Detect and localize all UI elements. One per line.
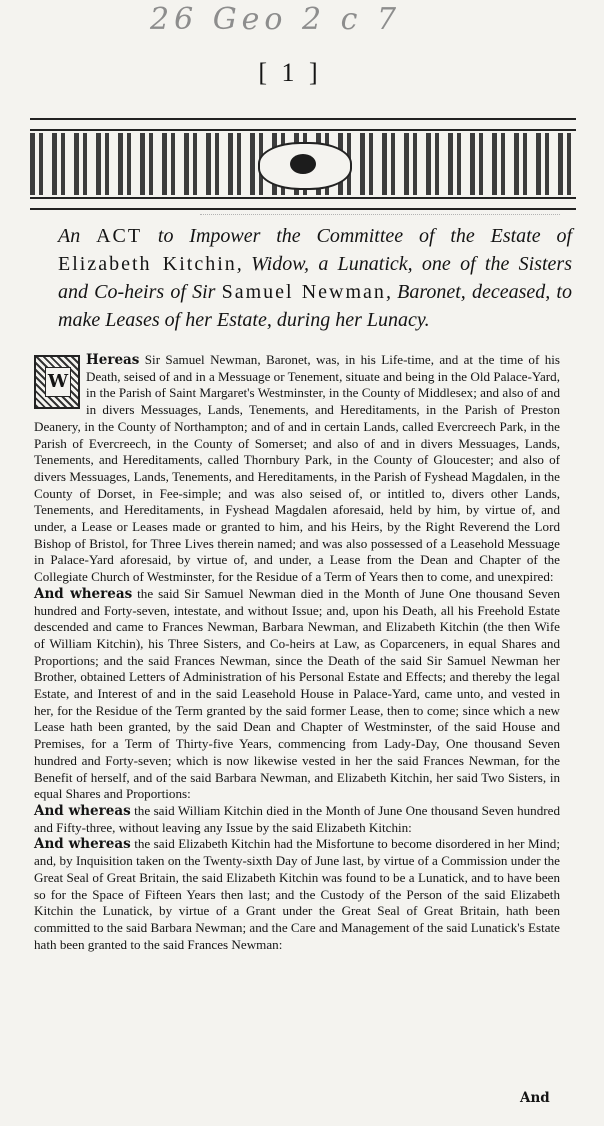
faint-rule (200, 214, 560, 219)
paragraph-3 (34, 803, 560, 836)
paragraph-text: the said Elizabeth Kitchin had the Misfortune to become disordered in her Mind; and, by Inquisition taken on the Twenty-sixth Day of June last, by virtue of a Commission under the Great Seal of Great Britain, the said Elizabeth Kitchin was found to be a Lunatick, and to have been so for the Space of Fifteen Years then last; and the Custody of the Person of the said Elizabeth Kitchin the Lunatick, by virtue of a Grant under the Great Seal of Great Britain, hath been committed to the said Barbara Newman; and the Care and Management of the said Lunatick's Estate hath been granted to the said Frances Newman: (34, 836, 560, 952)
paragraph-text: the said Sir Samuel Newman died in the Month of June One thousand Seven hundred and Forty-seven, intestate, and without Issue; and, upon his Death, all his Freehold Estate descended and came to Frances Newman, Barbara Newman, and Elizabeth Kitchin (the then Wife of William Kitchin), his Three Sisters, and Co-heirs at Law, as Coparceners, in equal Shares and Proportions; and the said Frances Newman, since the Death of the said Sir Samuel Newman her Brother, obtained Letters of Administration of his Personal Estate and Effects; and thereby the legal Estate, and Interest of and in the said Leasehold House in Palace-Yard, came unto, and vested in her, for the Residue of the Term granted by the said former Lease, then to come; since which a new Lease hath been granted, by the said Dean and Chapter of Westminster, of the said House and Premises, for a Term of Thirty-five Years, commencing from Lady-Day, One thousand Seven hundred and Forty-seven; which is now likewise vested in her the said Frances Newman, for the Benefit of herself, and of the said Barbara Newman, and Elizabeth Kitchin, her said Two Sisters, in equal Shares and Proportions: (34, 585, 560, 802)
ornament-center-motif (258, 142, 352, 190)
title-act: ACT (96, 225, 143, 247)
paragraph-lead: Hereas (86, 352, 140, 368)
decorative-headpiece (30, 118, 576, 210)
ornament-border-bottom (30, 197, 576, 210)
initial-letter: W (45, 367, 71, 397)
title-part-2: , Widow, a Lunatick, one of the Sisters and Co-heirs of Sir (58, 253, 572, 303)
title-prefix: An (58, 225, 97, 247)
title-name-2: Samuel Newman (221, 281, 386, 303)
paragraph-4 (34, 836, 560, 953)
paragraph-1 (34, 352, 560, 586)
title-part-1: to Impower the Committee of the Estate of (142, 225, 573, 247)
act-title (58, 222, 572, 334)
paragraph-text: Sir Samuel Newman, Baronet, was, in his Life-time, and at the time of his Death, seised of and in a Messuage or Tenement, situate and being in the Old Palace-Yard, in the Parish of Saint Margaret's Westminster, in the County of Middlesex; and also of and in divers Messuages, Lands, Tenements, and Hereditaments, in the Parish of Preston Deanery, in the County of Northampton; and of and in certain Lands, called Evercreech Park, in the Parish of Evercreech, in the County of Somerset; and also of and in divers Messuages, Lands, Tenements, and Hereditaments, called Thornbury Park, in the County of Gloucester; and also of divers Messuages, Lands, Tenements, and Hereditaments, in the Parish of Fyshead Magdalen, in the County of Dorset, in Fee-simple; and was also seised of, or intitled to, divers other Lands, Tenements, and Hereditaments, in Fyshead Magdalen aforesaid, held by him, by virtue of, and under, a Lease or Leases made or granted to him, and his Heirs, by the Right Reverend the Lord Bishop of Bristol, for Three Lives therein named; and was also possessed of a Leasehold Messuage in Palace-Yard aforesaid, by virtue of, and under, a Lease from the Dean and Chapter of the Collegiate Church of Westminster, for the Residue of a Term of Years then to come, and unexpired: (34, 352, 560, 585)
paragraph-text: the said William Kitchin died in the Month of June One thousand Seven hundred and Fifty-three, without leaving any Issue by the said Elizabeth Kitchin: (34, 802, 560, 835)
title-part-3: , Baronet, deceased, to make Leases of her Estate, during her Lunacy. (58, 281, 572, 331)
ornament-border-top (30, 118, 576, 131)
paragraph-lead: And whereas (34, 836, 131, 853)
handwritten-annotation: 26 Geo 2 c 7 (150, 2, 402, 37)
paragraph-lead: And whereas (34, 802, 131, 819)
decorated-initial (34, 355, 80, 409)
page-number: [ 1 ] (258, 58, 322, 87)
paragraph-2 (34, 586, 560, 803)
catchword: And (520, 1090, 550, 1106)
paragraph-lead: And whereas (34, 585, 133, 602)
title-name-1: Elizabeth Kitchin (58, 253, 237, 275)
act-body (34, 352, 560, 953)
